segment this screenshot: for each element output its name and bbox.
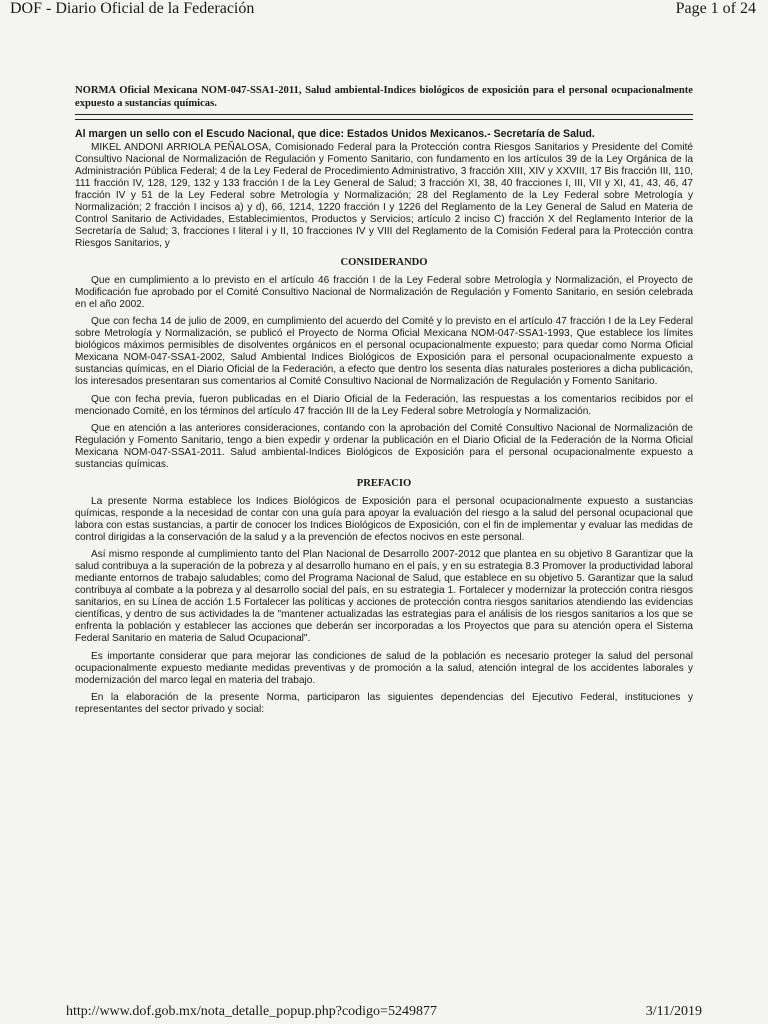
considerando-paragraph: Que con fecha previa, fueron publicadas en el Diario Oficial de la Federación, las respuestas a los comentarios recibidos por el mencionado Comité, en los términos del artículo 47 fracción III de la Ley Federal sobre Metrología y Normalización. <box>75 393 693 417</box>
intro-paragraph: MIKEL ANDONI ARRIOLA PEÑALOSA, Comisionado Federal para la Protección contra Riesgos Sanitarios y Presidente del Comité Consultivo Nacional de Normalización de Regulación y Fomento Sanitario, con fundamento en los artículos 39 de la Ley Orgánica de la Administración Pública Federal; 4 de la Ley Federal de Procedimiento Administrativo, 3 fracción XIII, XIV y XXVIII, 17 Bis fracción III, 110, 111 fracción IV, 128, 129, 132 y 133 fracción I de la Ley General de Salud; 3 fracción XI, 38, 40 fracciones I, III, VII y XI, 41, 43, 46, 47 fracción IV y 51 de la Ley Federal sobre Metrología y Normalización; 28 del Reglamento de la Ley Federal sobre Metrología y Normalización; 2 fracción I incisos a) y d), 66, 1214, 1220 fracción I y 1226 del Reglamento de la Ley General de Salud en Materia de Control Sanitario de Actividades, Establecimientos, Productos y Servicios; artículo 2 inciso C) fracción X del Reglamento Interior de la Secretaría de Salud; 3, fracciones I literal i y II, 10 fracciones IV y VIII del Reglamento de la Comisión Federal para la Protección contra Riesgos Sanitarios, y <box>75 142 693 249</box>
considerando-paragraph: Que en cumplimiento a lo previsto en el artículo 46 fracción I de la Ley Federal sobre Metrología y Normalización, el Proyecto de Modificación fue aprobado por el Comité Consultivo Nacional de Normalización de Regulación y Fomento Sanitario, en sesión celebrada en el año 2002. <box>75 274 693 310</box>
prefacio-paragraph: En la elaboración de la presente Norma, participaron las siguientes dependencias del Ejecutivo Federal, instituciones y representantes del sector privado y social: <box>75 692 693 715</box>
prefacio-paragraph: La presente Norma establece los Indices Biológicos de Exposición para el personal ocupacionalmente expuesto a sustancias químicas, responde a la necesidad de contar con una guía para apoyar la evaluación del riesgo a la salud del personal ocupacional que labora con estas sustancias, a partir de conocer los Indices Biológicos de Exposición, con el fin de implementar y evaluar las medidas de control dirigidas a la conservación de la salud y a la prevención de efectos nocivos en este personal. <box>75 495 693 543</box>
footer-date: 3/11/2019 <box>645 1004 702 1019</box>
section-heading-prefacio: PREFACIO <box>356 477 412 489</box>
document-body <box>75 84 693 722</box>
considerando-paragraph: Que con fecha 14 de julio de 2009, en cumplimiento del acuerdo del Comité y lo previsto en el artículo 47 fracción I de la Ley Federal sobre Metrología y Normalización, se publicó el Proyecto de Norma Oficial Mexicana NOM-047-SSA1-1993, Que establece los límites biológicos máximos permisibles de disolventes orgánicos en el personal ocupacionalmente expuesto; para quedar como Norma Oficial Mexicana NOM-047-SSA1-2002, Salud Ambiental Indices Biológicos de Exposición para el personal ocupacionalmente expuesto a sustancias químicas, en el Diario Oficial de la Federación, a efecto que dentro los sesenta días naturales posteriores a dicha publicación, los interesados presentaran sus comentarios al Comité Consultivo Nacional de Normalización de Regulación y Fomento Sanitario. <box>75 316 693 387</box>
document-title: NORMA Oficial Mexicana NOM-047-SSA1-2011, Salud ambiental-Indices biológicos de exposición para el personal ocupacionalmente expuesto a sustancias químicas. <box>75 84 693 120</box>
section-heading-considerando: CONSIDERANDO <box>340 256 428 268</box>
page-number: Page 1 of 24 <box>675 0 756 17</box>
footer-url: http://www.dof.gob.mx/nota_detalle_popup.php?codigo=5249877 <box>66 1004 437 1019</box>
page-header-site: DOF - Diario Oficial de la Federación <box>10 0 255 17</box>
prefacio-paragraph: Así mismo responde al cumplimiento tanto del Plan Nacional de Desarrollo 2007-2012 que plantea en su objetivo 8 Garantizar que la salud contribuya a la superación de la pobreza y al desarrollo humano en el país, y en su estrategia 8.3 Promover la productividad laboral mediante entornos de trabajo saludables; como del Programa Nacional de Salud, que establece en su objetivo 5. Garantizar que la salud contribuya al combate a la pobreza y al desarrollo social del país, en su estrategia 1. Fortalecer y modernizar la protección contra riesgos sanitarios, en su Línea de acción 1.5 Fortalecer las políticas y acciones de protección contra riesgos sanitarios atendiendo las evidencias científicas, y dentro de sus actividades la de "mantener actualizadas las estrategias para el análisis de los riesgos sanitarios a los que se enfrenta la población y establecer las acciones que deberán ser incorporadas a los Proyectos que para su atención opera el Sistema Federal Sanitario en materia de Salud Ocupacional". <box>75 549 693 644</box>
margin-note: Al margen un sello con el Escudo Nacional, que dice: Estados Unidos Mexicanos.- Secretaría de Salud. <box>75 128 595 140</box>
prefacio-paragraph: Es importante considerar que para mejorar las condiciones de salud de la población es necesario proteger la salud del personal ocupacionalmente expuesto mediante medidas preventivas y de promoción a la salud, atención integral de los accidentes laborales y modernización del marco legal en materia del trabajo. <box>75 650 693 686</box>
considerando-paragraph: Que en atención a las anteriores consideraciones, contando con la aprobación del Comité Consultivo Nacional de Normalización de Regulación y Fomento Sanitario, tengo a bien expedir y ordenar la publicación en el Diario Oficial de la Federación de la Norma Oficial Mexicana NOM-047-SSA1-2011. Salud ambiental-Indices Biológicos de Exposición para el personal ocupacionalmente expuesto a sustancias químicas. <box>75 423 693 470</box>
